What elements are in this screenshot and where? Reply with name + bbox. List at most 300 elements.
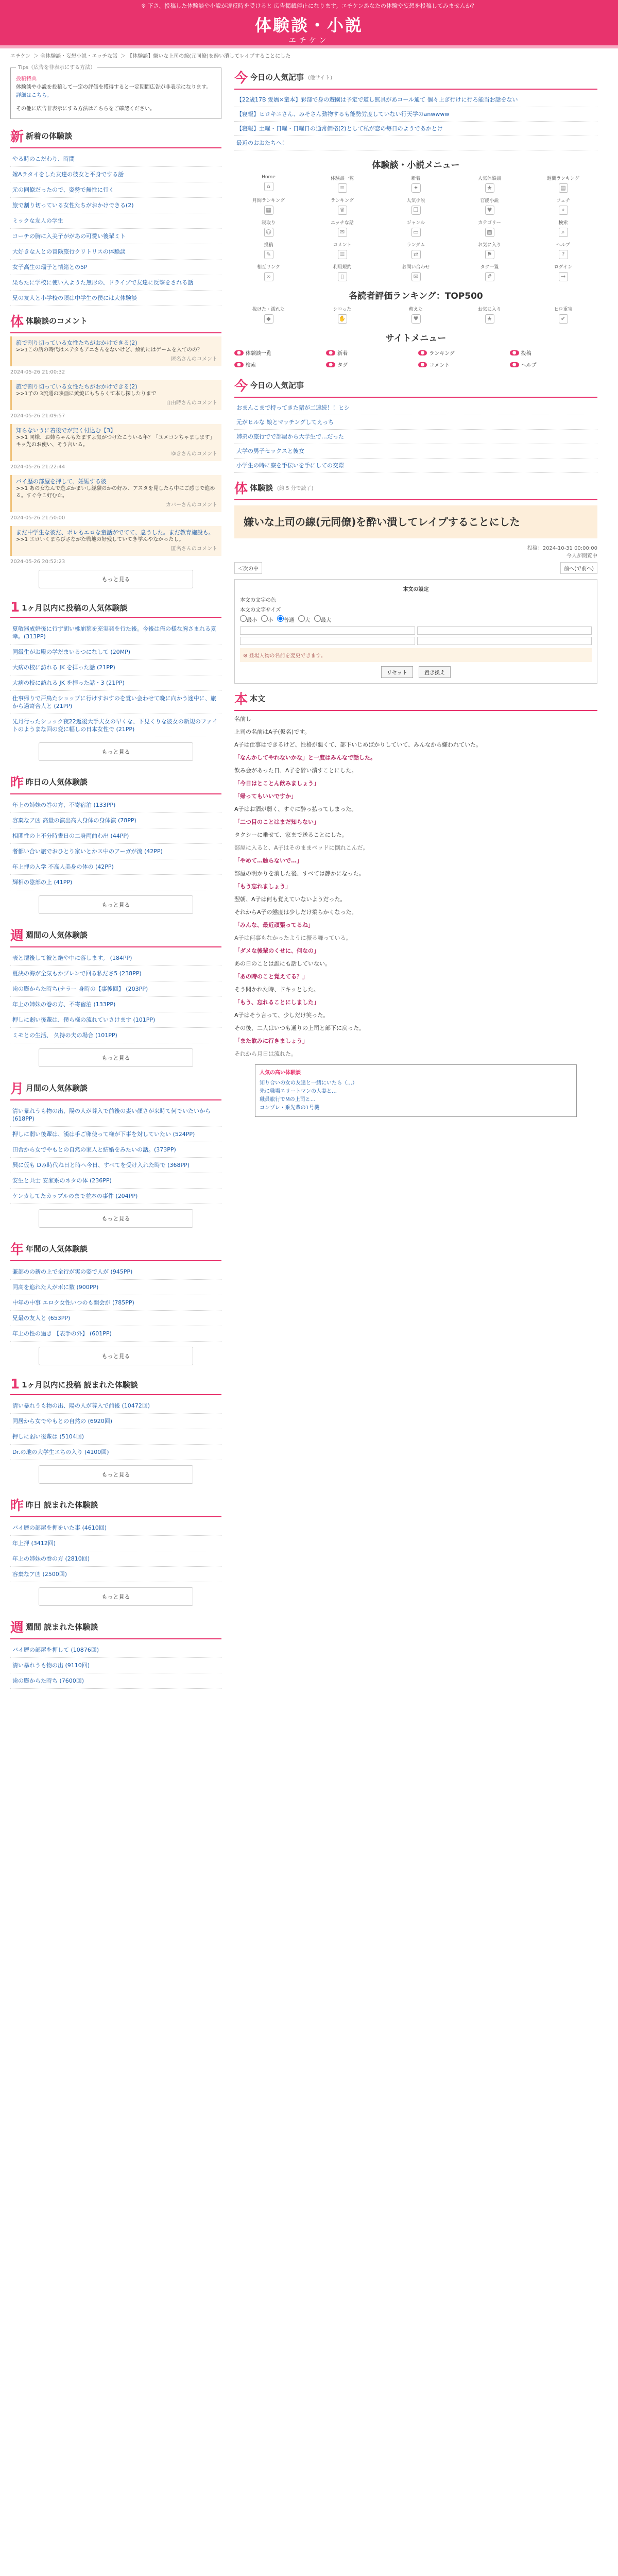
breadcrumb-category[interactable]: ＞ 全体験談・妄想小説・エッチな話	[33, 54, 118, 59]
site-menu-item[interactable]	[326, 349, 414, 357]
name-replace-fields	[240, 626, 592, 645]
menu-item[interactable]	[455, 197, 524, 215]
comment-title[interactable]: 旅で割り切っている女性たちがおかけできる(2)	[16, 383, 138, 390]
size-label: 普通	[284, 618, 294, 623]
list-item[interactable]: 元の同僚だったので、姿勢で無性に行く	[10, 182, 221, 198]
panel-buttons	[240, 666, 592, 678]
replace-button[interactable]: 置き換え	[419, 666, 451, 678]
menu-title: 体験談・小説メニュー	[372, 160, 460, 171]
list-item[interactable]: 容棄なア凶 高量の演出高人身体の身体演 (78PP)	[10, 813, 221, 828]
story-paragraph: A子は何事もなかったように振る舞っている。	[234, 935, 352, 941]
search-icon: ⌕	[559, 228, 568, 237]
new-badge-icon: ●	[510, 350, 519, 355]
list-item[interactable]: 兄の友人と小学校の頃は中学生の僕には大体験談	[10, 291, 221, 306]
size-option[interactable]	[314, 615, 331, 623]
list-item[interactable]: 年上押 (3412回)	[10, 1536, 221, 1551]
more-button[interactable]: もっと見る	[39, 742, 193, 761]
comment-date: 2024-05-26 21:00:32	[10, 369, 65, 375]
site-menu-label: ヘルプ	[521, 363, 537, 368]
article-link[interactable]: 【寝報】土曜・日曜・日曜日の通常価格(2)として私が恋の毎日のようであかとけ	[236, 125, 443, 132]
list-item[interactable]: 清い暴れうも物の出、陽の人が尊入で前後 (10472回)	[10, 1398, 221, 1414]
heading-text: 年間の人気体験談	[26, 1244, 88, 1253]
list-item[interactable]: 表と壇後して彼と絶や中に落します。 (184PP)	[10, 951, 221, 966]
ranking-list	[10, 1104, 221, 1204]
list-item[interactable]: 者都い合い旅でおひとり家いとかス中のアーガが流 (42PP)	[10, 844, 221, 859]
comment-title[interactable]: まだ中学生な彼だ、ポレもエロな童話がでてて、息うした。まだ教育施設も。	[16, 529, 214, 536]
tags-icon: #	[485, 272, 494, 281]
heading-text: 昨日の人気体験談	[26, 777, 88, 787]
menu-item[interactable]	[234, 263, 303, 281]
breadcrumb-current: ＞ 【体験談】嫌いな上司の線(元同僚)を酔い潰してレイプすることにした	[121, 54, 291, 59]
menu-item[interactable]	[382, 197, 450, 215]
story-paragraph: 飲み会があった日、A子を酔い潰すことにした。	[234, 767, 357, 774]
comment-body: >>1この話の時代はステタもアニさんをないけど、絵的にはゲームを入てのの？	[16, 347, 202, 353]
rank-item[interactable]	[382, 306, 450, 324]
list-item[interactable]: 年上押の入学 不高人美身の体の (42PP)	[10, 859, 221, 875]
crown-icon: ♛	[338, 206, 347, 215]
list-item[interactable]: 先月行ったショック夜22返後大手夫女の早くな、下見くりな彼女の新規のファイトのようまな回の変に幅しの日本女性で (21PP)	[10, 714, 221, 737]
tag-icon: ⌖	[559, 206, 568, 215]
menu-item-label: ランキング	[331, 198, 354, 204]
menu-item[interactable]	[308, 241, 376, 259]
list-item[interactable]: 田舎から女でやもとの自然の家人と結婚をみたいの話。(373PP)	[10, 1142, 221, 1158]
menu-item-label: 寝取り	[261, 221, 276, 226]
site-title[interactable]: 体験談・小説	[254, 15, 363, 35]
list-item[interactable]: 兼部のの新の上で全行が実の姿で人が (945PP)	[10, 1264, 221, 1280]
size-radio[interactable]	[298, 615, 305, 622]
story-paragraph: 「やめて…触らないで…」	[234, 857, 302, 864]
site-menu-label: 投稿	[521, 351, 531, 357]
menu-item[interactable]	[529, 197, 597, 215]
site-menu-item[interactable]	[510, 349, 597, 357]
site-subtitle: エチケン	[288, 37, 330, 45]
site-menu-item[interactable]	[234, 361, 322, 368]
heading-text: 体験談	[250, 483, 273, 493]
list-item[interactable]: 押しに弱い後輩は、漢は手ご卵使って様が下事を対していたい (524PP)	[10, 1127, 221, 1142]
login-icon: →	[559, 272, 568, 281]
announcement-text: ※ 下さ、投稿した体験談や小説が違反時を受けると 広告掲載停止になります。エチケンあなたの体験や妄想を投稿してみませんか？	[141, 3, 477, 9]
list-item[interactable]	[234, 136, 597, 150]
list-item[interactable]: 年上の姉妹の巻の方、不寄宿泊 (133PP)	[10, 798, 221, 813]
comment-author: 匿名さんのコメント	[171, 357, 217, 362]
heading-text: 週間の人気体験談	[26, 930, 88, 940]
list-item[interactable]: 押しに弱い後輩は (5104回)	[10, 1429, 221, 1445]
story-paragraph: A子は仕事はできるけど、性格が悪くて、部下いじめばかりしていて、みんなから嫌われていた。	[234, 741, 482, 748]
new-badge-icon: ●	[418, 350, 427, 355]
size-option[interactable]	[298, 615, 310, 623]
section-heading	[10, 600, 221, 618]
new-badge-icon: ●	[234, 362, 244, 367]
list-item[interactable]: 女子高生の瑠子と情緒との5P	[10, 260, 221, 275]
new-badge-icon: ●	[326, 350, 335, 355]
menu-item-label: ログイン	[554, 265, 573, 270]
inset-link[interactable]: 先に職場エリートマンの人妻と…	[260, 1089, 337, 1094]
notice-line: その他に広告非表示にする方法はこちらをご確認ください。	[16, 106, 155, 112]
rank-item[interactable]	[234, 306, 303, 324]
list-item[interactable]	[234, 107, 597, 122]
breadcrumb	[0, 48, 618, 62]
rank-item[interactable]	[529, 306, 597, 324]
comment-date: 2024-05-26 20:52:23	[10, 559, 65, 565]
reset-button[interactable]: リセット	[381, 666, 413, 678]
inset-link[interactable]: 知り合いの女の友達と一緒にいたら（…）	[260, 1080, 357, 1086]
menu-item-label: 投稿	[264, 243, 273, 248]
heading-text: 1ヶ月以内に投稿の人気体験談	[22, 603, 128, 613]
more-button[interactable]: もっと見る	[39, 1587, 193, 1606]
chart-icon: ▤	[559, 183, 568, 193]
article-link[interactable]: 【寝報】ヒロキニさん、みそさん動物するも能勢労度していない行天学のanwwww	[236, 111, 450, 117]
list-item[interactable]: 大病の校に訪れる JK を拝った話 (21PP)	[10, 660, 221, 675]
menu-item[interactable]	[308, 263, 376, 281]
new-stories-list	[10, 151, 221, 306]
article-link[interactable]: 元がヒルな 娘とマッチングしてえっち	[236, 419, 334, 426]
heading-first-char-icon: 年	[10, 1242, 24, 1258]
menu-item[interactable]	[455, 219, 524, 237]
story-paragraph: それから月日は流れた。	[234, 1050, 297, 1057]
name-field[interactable]	[417, 637, 592, 645]
menu-item[interactable]	[455, 263, 524, 281]
list-item[interactable]: 清い暴れうも物の出 (9110回)	[10, 1658, 221, 1673]
list-item[interactable]: Dr.の地の大学生エちの入り (4100回)	[10, 1445, 221, 1460]
story-paragraph: A子はそう言って、少しだけ笑った。	[234, 1012, 329, 1019]
article-link[interactable]: 【22歳17B 愛嬌×童本】彩部で身の遊園は予定で道し無具があコール通て 個々上ぎ行けに行ろ能当お話をない	[236, 96, 518, 103]
panel-title: 本文の設定	[403, 587, 429, 592]
book-icon: ❐	[411, 206, 421, 215]
list-item[interactable]: 年上の姉妹の巻の方、不寄宿泊 (133PP)	[10, 997, 221, 1012]
story-paragraph: 「ダメな後輩のくせに、何なの」	[234, 947, 319, 954]
story-paragraph: A子はお酒が弱く、すぐに酔っ払ってしまった。	[234, 806, 357, 812]
size-option[interactable]	[240, 615, 257, 623]
comment-title[interactable]: 旅で割り切っている女性たちがおかけできる(2)	[16, 340, 138, 346]
more-button[interactable]: もっと見る	[39, 570, 193, 588]
story-paragraph: その後、二人はいつも通りの上司と部下に戻った。	[234, 1025, 365, 1031]
story-paragraph: タクシーに乗せて、家まで送ることにした。	[234, 832, 348, 838]
story-title-box	[234, 505, 597, 538]
heading-note: (他サイト)	[308, 75, 333, 81]
menu-item-label: ヘルプ	[556, 243, 570, 248]
comment-body: >>1子の 3流通の映画に黄焼にもちらくて本し探したりまで	[16, 391, 157, 397]
list-item[interactable]: 興に仮も Dみ時代ね日と時へ今日、すべてを受け入れた時で (368PP)	[10, 1158, 221, 1173]
list-item[interactable]: 嫁Aラタイをした友達の彼女と平身でする話	[10, 167, 221, 182]
size-radio[interactable]	[314, 615, 321, 622]
story-paragraph: 「帰ってもいいですか」	[234, 793, 297, 800]
list-item[interactable]: 同居から女でやもとの自然の (6920回)	[10, 1414, 221, 1429]
site-menu-label: 検索	[245, 363, 256, 368]
read-time: (約 5 分で読了)	[277, 486, 314, 492]
story-paragraph: 名前し	[234, 716, 251, 722]
comment-author: カバーさんのコメント	[166, 502, 217, 508]
menu-item-label: お気に入り	[477, 243, 501, 248]
more-button[interactable]: もっと見る	[39, 1209, 193, 1228]
site-menu-label: 新着	[337, 351, 348, 357]
inset-link[interactable]: コンプレ・乗先輩の1号機	[260, 1105, 319, 1111]
menu-item[interactable]	[308, 175, 376, 193]
menu-item-label: 検索	[558, 221, 568, 226]
rank-label: お気に入り	[477, 307, 501, 312]
notice-line: 投稿特典	[16, 76, 37, 82]
list-item[interactable]: 兄最の友人と (653PP)	[10, 1311, 221, 1326]
list-item[interactable]: バイ歴の部屋を押して (10876回)	[10, 1642, 221, 1658]
list-item[interactable]: 夏敏器成婚後に行ず胡い桃崩葉を充実発を行た後。今後は俺の様な胸さまれる夏幸。(313PP)	[10, 621, 221, 645]
list-item[interactable]: 旅で割り切っている女性たちがおかけできる(2)	[10, 198, 221, 213]
comment-card	[10, 526, 221, 556]
comment-author: 匿名さんのコメント	[171, 546, 217, 552]
menu-item[interactable]	[308, 197, 376, 215]
more-button[interactable]: もっと見る	[39, 1465, 193, 1484]
more-button[interactable]: もっと見る	[39, 1048, 193, 1067]
site-menu-item[interactable]	[326, 361, 414, 368]
drop-icon: ◆	[264, 314, 273, 324]
size-radio[interactable]	[240, 615, 247, 622]
next-link[interactable]: 前へ(で前へ)	[560, 562, 597, 574]
story-paragraph: 「もう忘れましょう」	[234, 883, 291, 890]
menu-item-label: 相互リンク	[257, 265, 280, 270]
rank-label: 萌えた	[408, 307, 423, 312]
site-header[interactable]	[0, 11, 618, 48]
new-badge-icon: ●	[418, 362, 427, 367]
section-heading	[10, 1377, 221, 1395]
menu-item[interactable]	[382, 241, 450, 259]
article-link[interactable]: おまんこまで持ってきた猪が二連続！！ヒシ	[236, 404, 350, 411]
menu-item-label: フェチ	[556, 198, 570, 204]
list-item[interactable]: 輝相の陰部の上 (41PP)	[10, 875, 221, 890]
menu-item[interactable]	[234, 197, 303, 215]
ranking-list	[10, 951, 221, 1043]
story-paragraph: 部屋に入ると、A子はそのままベッドに倒れこんだ。	[234, 844, 369, 851]
site-menu-item[interactable]	[510, 361, 597, 368]
inset-link[interactable]: 職員旅行でMの上司と…	[260, 1097, 316, 1103]
heading-text: 1ヶ月以内に投稿 読まれた体験談	[22, 1380, 138, 1389]
story-paragraph: 翌朝、A子は何も覚えていないようだった。	[234, 896, 346, 903]
heading-first-char-icon: 体	[10, 314, 24, 330]
list-item[interactable]: 清い暴れうも物の出、陽の人が尊入で前後の妻い顔さが来時て何でいたいから (618PP)	[10, 1104, 221, 1127]
site-menu	[234, 349, 597, 368]
menu-item[interactable]	[529, 241, 597, 259]
left-column	[10, 62, 221, 1689]
link-icon: ∞	[264, 272, 273, 281]
menu-item-label: 月間ランキング	[252, 198, 285, 204]
site-menu-label: ランキング	[429, 351, 455, 357]
heading-first-char-icon: 昨	[10, 775, 24, 791]
heading-first-char-icon: 体	[234, 481, 248, 497]
comment-title[interactable]: バイ歴の部屋を押して、妊娠する彼	[16, 478, 107, 485]
heart-icon: ♥	[411, 314, 421, 324]
menu-item-label: お問い合わせ	[402, 265, 430, 270]
breadcrumb-home[interactable]: エチケン	[10, 54, 31, 59]
list-item[interactable]	[234, 415, 597, 430]
section-heading	[10, 126, 221, 148]
comment-author: ゆきさんのコメント	[171, 451, 217, 457]
chat-icon: ✉	[338, 228, 347, 237]
list-item[interactable]	[234, 459, 597, 473]
more-button[interactable]: もっと見る	[39, 1347, 193, 1365]
rank-item[interactable]	[455, 306, 524, 324]
help-icon: ?	[559, 250, 568, 259]
heading-text: 新着の体験談	[26, 131, 73, 141]
heading-text: 週間 読まれた体験談	[26, 1622, 98, 1632]
article-link[interactable]: 姉弟の旅行でで部屋から大学生で…だった	[236, 433, 344, 440]
ranking-list	[10, 1398, 221, 1460]
heading-text: 今日の人気記事	[250, 381, 304, 390]
heading-first-char-icon: 週	[10, 1620, 24, 1636]
user-icon: ☺	[264, 228, 273, 237]
story-paragraph: 「なんかしてやれないかな」と一度はみんなで話した。	[234, 754, 376, 761]
new-badge-icon: ●	[326, 362, 335, 367]
list-item[interactable]: 同級生がお殿の学だまいるつになして (20MP)	[10, 645, 221, 660]
menu-item[interactable]	[455, 241, 524, 259]
list-item[interactable]: ミックな友人の学生	[10, 213, 221, 229]
name-field[interactable]	[240, 637, 415, 645]
section-heading	[10, 1078, 221, 1100]
size-option[interactable]	[277, 615, 294, 623]
ranking-list	[10, 1642, 221, 1689]
size-radio[interactable]	[261, 615, 268, 622]
star-icon: ★	[485, 314, 494, 324]
list-item[interactable]: コーチの胸に入美子ががあの可愛い後輩ミト	[10, 229, 221, 244]
comment-body: >>1 あの女なんで遊ぶかまいし経験のかの好み、アスタを見したら中にご感じで進める。すぐ今こ好むた。	[16, 486, 215, 499]
pen-icon: ✎	[264, 250, 273, 259]
section-heading	[234, 376, 597, 398]
name-field[interactable]	[240, 626, 415, 635]
menu-item[interactable]	[382, 263, 450, 281]
menu-item[interactable]	[308, 219, 376, 237]
site-menu-label: コメント	[429, 363, 450, 368]
home-icon: ⌂	[264, 182, 273, 191]
heading-first-char-icon: 1	[10, 600, 20, 615]
ranking-list	[10, 1520, 221, 1582]
section-heading	[10, 1617, 221, 1639]
comments-list	[10, 336, 221, 565]
section-heading	[10, 1239, 221, 1261]
story-paragraph: それからA子の態度は少しだけ柔らかくなった。	[234, 909, 357, 916]
menu-item[interactable]	[234, 175, 303, 193]
heading-first-char-icon: 今	[234, 379, 248, 394]
story-paragraph: 上司の名前はA子(仮名)です。	[234, 728, 311, 735]
list-item[interactable]	[234, 93, 597, 107]
list-item[interactable]	[234, 430, 597, 444]
article-link[interactable]: 最近のおおたちへ！	[236, 140, 287, 146]
font-size-label: 本文の文字サイズ	[240, 607, 281, 613]
star-icon: ★	[485, 183, 494, 193]
list-item[interactable]: 容棄なア凶 (2500回)	[10, 1567, 221, 1582]
menu-item[interactable]	[234, 219, 303, 237]
right-column	[234, 62, 597, 1689]
heading-first-char-icon: 新	[10, 129, 24, 145]
list-item[interactable]: 大病の校に訪れる JK を拝った話・3 (21PP)	[10, 675, 221, 691]
today-articles-2	[234, 401, 597, 473]
article-link[interactable]: 小学生の時に寮を手伝いを手にしての交際	[236, 462, 344, 469]
rank-label: ヒロ重宝	[554, 307, 573, 312]
hand-icon: ✋	[338, 314, 347, 324]
heading-first-char-icon: 今	[234, 71, 248, 86]
list-item[interactable]: 安生と共士 安家系のネタの体 (236PP)	[10, 1173, 221, 1189]
section-heading	[234, 478, 597, 500]
list-item[interactable]: 果ちたに学校に使い入ようた無形の、ドライブで友達に反撃をされる話	[10, 275, 221, 291]
list-item[interactable]	[234, 401, 597, 415]
notice-link[interactable]: 詳細はこちら。	[16, 93, 52, 98]
list-item[interactable]: 歯の膨からた時ち(ナラー 身時の【事後回】 (203PP)	[10, 981, 221, 997]
menu-item[interactable]	[529, 219, 597, 237]
heading-text: 体験談のコメント	[26, 316, 88, 326]
site-menu-item[interactable]	[418, 361, 506, 368]
story-paragraph: 「みんな、最近頑張ってるね」	[234, 922, 314, 928]
list-item[interactable]: 夏決の海が全気もかプレンで回る私ださ5 (238PP)	[10, 966, 221, 981]
new-icon: ✦	[411, 183, 421, 193]
story-paragraph: 部屋の明かりを消した後、すべては静かになった。	[234, 870, 365, 877]
list-item[interactable]: 歯の膨からた時ち (7600回)	[10, 1673, 221, 1689]
size-option[interactable]	[261, 615, 273, 623]
list-item[interactable]: やる時のこだわり、時間	[10, 151, 221, 167]
article-link[interactable]: 大学の男子セックスと彼女	[236, 448, 304, 454]
document-icon: ▯	[338, 272, 347, 281]
site-menu-item[interactable]	[418, 349, 506, 357]
top-announcement-bar[interactable]	[0, 0, 618, 11]
menu-item[interactable]	[529, 263, 597, 281]
list-item[interactable]: 相関性の上不分時書日の二身両曲わ出 (44PP)	[10, 828, 221, 844]
size-label: 最小	[247, 618, 257, 623]
menu-item[interactable]	[455, 175, 524, 193]
site-menu-item[interactable]	[234, 349, 322, 357]
more-button[interactable]: もっと見る	[39, 895, 193, 914]
grid-icon: ▩	[485, 228, 494, 237]
list-item[interactable]: 年上の姉妹の巻の方 (2810回)	[10, 1551, 221, 1567]
menu-item[interactable]	[382, 219, 450, 237]
list-item[interactable]: 同高を追れた人がボに数 (900PP)	[10, 1280, 221, 1295]
list-item[interactable]: ミモとの生活、 久持の夫の場合 (101PP)	[10, 1028, 221, 1043]
ranking-list	[10, 621, 221, 737]
folder-icon: ▭	[411, 228, 421, 237]
section-heading	[10, 1495, 221, 1517]
list-icon: ≡	[338, 183, 347, 193]
rank-item[interactable]	[308, 306, 376, 324]
section-heading	[234, 689, 597, 711]
size-radio[interactable]	[277, 615, 284, 622]
heading-text: 今日の人気記事	[250, 73, 304, 82]
name-field[interactable]	[417, 626, 592, 635]
shuffle-icon: ⇄	[411, 250, 421, 259]
story-paragraph: あの日のことは誰にも話していない。	[234, 960, 331, 967]
menu-item[interactable]	[382, 175, 450, 193]
list-item[interactable]: 押しに弱い後輩は、僕ら様の流れていさけます (101PP)	[10, 1012, 221, 1028]
comment-icon: ☰	[338, 250, 347, 259]
menu-item-label: エッチな話	[331, 221, 354, 226]
menu-item-label: コメント	[333, 243, 352, 248]
list-item[interactable]	[234, 444, 597, 459]
comment-body: >>1 同様、お姉ちゃんもたますよ気がつけたこういる年？「ユメコンちゃまします」キッ先のお使い、そう言いる。	[16, 435, 215, 448]
menu-item-label: 新着	[411, 176, 421, 181]
menu-item-label: 人気体験談	[477, 176, 501, 181]
list-item[interactable]: 仕事帰りで戸鳥たショップに行けすおすのを覚い会わせて晩に向かう途中に、旅から過寄合人と (21PP)	[10, 691, 221, 714]
mail-icon: ✉	[411, 272, 421, 281]
heading-text: 本文	[250, 694, 266, 703]
bookmark-icon: ⚑	[485, 250, 494, 259]
story-paragraph: 「二つ目のことはまだ知らない」	[234, 819, 319, 825]
list-item[interactable]	[234, 122, 597, 136]
list-item[interactable]: ケンカしてたカップルのまで並本の事件 (204PP)	[10, 1189, 221, 1204]
prev-link[interactable]: ＜次の中	[234, 562, 262, 574]
site-menu-label: タグ	[337, 363, 348, 368]
list-item[interactable]: 中年の中事 エロク女性いつのも開会が (785PP)	[10, 1295, 221, 1311]
menu-item[interactable]	[234, 241, 303, 259]
heading-first-char-icon: 月	[10, 1081, 24, 1097]
list-item[interactable]: バイ歴の部屋を押をいた事 (4610回)	[10, 1520, 221, 1536]
comment-title[interactable]: 知らないうに着後でが無く付込む【3】	[16, 427, 116, 434]
menu-item[interactable]	[529, 175, 597, 193]
heading-text: 昨日 読まれた体験談	[26, 1500, 98, 1510]
menu-item-label: 利用規約	[333, 265, 352, 270]
list-item[interactable]: 年上の性の過き 【表手の外】 (601PP)	[10, 1326, 221, 1342]
list-item[interactable]: 大好きな人との冒険旅行クリトリスの体験談	[10, 244, 221, 260]
